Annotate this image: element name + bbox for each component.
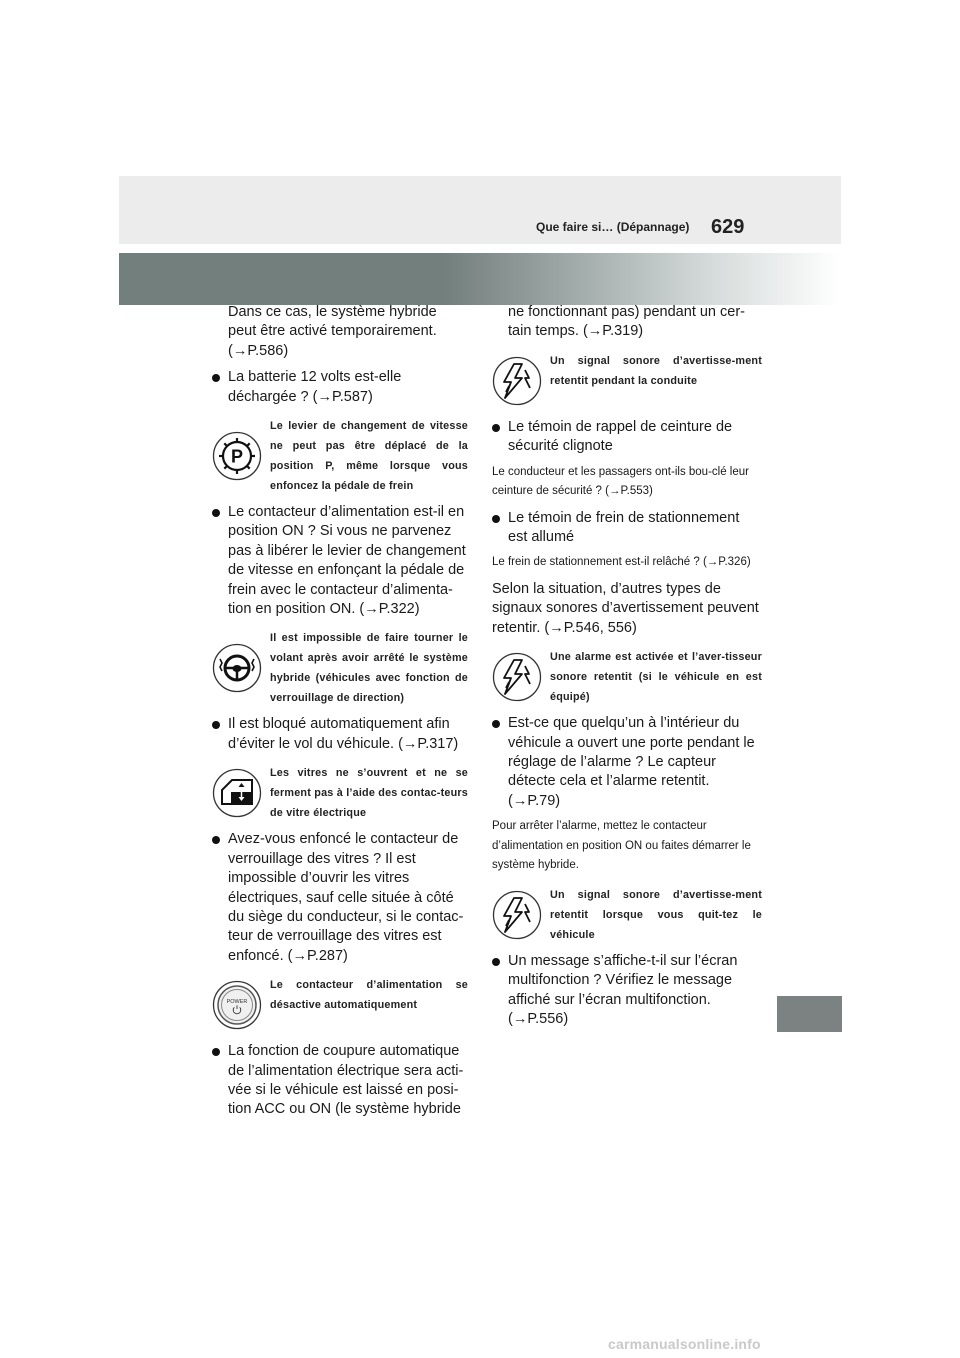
warning-text: Les vitres ne s’ouvrent et ne se ferment pas à l’aide des contac-teurs de vitre électrique [270, 767, 468, 820]
warning-steering [212, 628, 468, 708]
warning-buzzer-driving [492, 351, 762, 411]
warning-power-off [212, 975, 468, 1035]
right-column [492, 303, 762, 1029]
bullet-auto-off: La fonction de coupure automatique de l’alimentation électrique sera acti-vée si le véhicule est laissé en posi-tion ACC ou ON (le système hybride [212, 1042, 468, 1120]
bullet-dot [212, 1048, 220, 1056]
bullet-window-lock: Avez-vous enfoncé le contacteur de verrouillage des vitres ? Il est impossible d’ouvrir les vitres électriques, sauf celle située à côté du siège du conducteur, si le contac-teur de verrouillage des vitres est enfoncé. (→P.287) [212, 830, 468, 966]
bullet-dot [492, 515, 500, 523]
stop-alarm-note: Pour arrêter l’alarme, mettez le contacteur d’alimentation en position ON ou faites démarrer le système hybride. [492, 820, 751, 872]
warning-text: Le contacteur d’alimentation se désactive automatiquement [270, 979, 468, 1012]
section-side-tab [777, 996, 842, 1032]
shift-lock-gear-icon [212, 431, 262, 481]
other-buzzers-text: Selon la situation, d’autres types de signaux sonores d’avertissement peuvent retentir. (→P.546, 556) [492, 580, 759, 636]
parking-brake-note: Le frein de stationnement est-il relâché ? (→P.326) [492, 556, 751, 569]
power-button-label: POWER [226, 999, 248, 1006]
warning-text: Une alarme est activée et l’aver-tisseur sonore retentit (si le véhicule en est équipé) [550, 651, 762, 704]
warning-alarm [492, 647, 762, 707]
bullet-power-switch: Le contacteur d’alimentation est-il en position ON ? Si vous ne parvenez pas à libérer le levier de changement de vitesse en enfonçant la pédale de frein avec le contacteur d’alimenta-tion en position ON. (→P.322) [212, 503, 468, 619]
power-button-icon [212, 980, 262, 1030]
buzzer-icon [492, 890, 542, 940]
warning-shift-lever [212, 416, 468, 496]
bullet-multi-display: Un message s’affiche-t-il sur l’écran multifonction ? Vérifiez le message affiché sur l’écran multifonction. (→P.556) [492, 952, 762, 1030]
buzzer-icon [492, 356, 542, 406]
section-title: Que faire si… (Dépannage) [536, 220, 690, 234]
continued-text: ne fonctionnant pas) pendant un cer-tain temps. (→P.319) [508, 304, 745, 340]
page-number: 629 [711, 216, 745, 238]
window-switch-icon [212, 768, 262, 818]
bullet-alarm-door: Est-ce que quelqu’un à l’intérieur du véhicule a ouvert une porte pendant le réglage de l’alarme ? Le capteur détecte cela et l’alarme retentit. (→P.79) [492, 714, 762, 811]
bullet-parking-brake: Le témoin de frein de stationnement est allumé [492, 509, 762, 548]
warning-text: Un signal sonore d’avertisse-ment retentit pendant la conduite [550, 354, 762, 387]
bullet-dot [212, 836, 220, 844]
warning-buzzer-exit [492, 885, 762, 945]
bullet-battery: La batterie 12 volts est-elle déchargée ? (→P.587) [212, 368, 468, 407]
warning-text: Le levier de changement de vitesse ne peut pas être déplacé de la position P, même lorsque vous enfoncez la pédale de frein [270, 420, 468, 493]
bullet-dot [212, 721, 220, 729]
left-column [212, 303, 468, 1120]
seatbelt-note: Le conducteur et les passagers ont-ils bou-clé leur ceinture de sécurité ? (→P.553) [492, 465, 749, 498]
bullet-seatbelt: Le témoin de rappel de ceinture de sécurité clignote [492, 418, 762, 457]
bullet-dot [212, 374, 220, 382]
bullet-dot [492, 720, 500, 728]
bullet-auto-lock: Il est bloqué automatiquement afin d’éviter le vol du véhicule. (→P.317) [212, 715, 468, 754]
intro-text: Dans ce cas, le système hybride peut être activé temporairement. (→P.586) [228, 304, 437, 359]
watermark: carmanualsonline.info [608, 1336, 761, 1352]
warning-text: Un signal sonore d’avertisse-ment retentit lorsque vous quit-tez le véhicule [550, 888, 762, 941]
bullet-dot [492, 958, 500, 966]
steering-wheel-icon [212, 643, 262, 693]
shift-lever-letter: P [230, 446, 244, 467]
warning-text: Il est impossible de faire tourner le volant après avoir arrêté le système hybride (véhicules avec fonction de verrouillage de direction) [270, 632, 468, 705]
warning-windows [212, 763, 468, 823]
buzzer-icon [492, 652, 542, 702]
header-gradient-bar [119, 253, 841, 305]
bullet-dot [212, 509, 220, 517]
bullet-dot [492, 424, 500, 432]
